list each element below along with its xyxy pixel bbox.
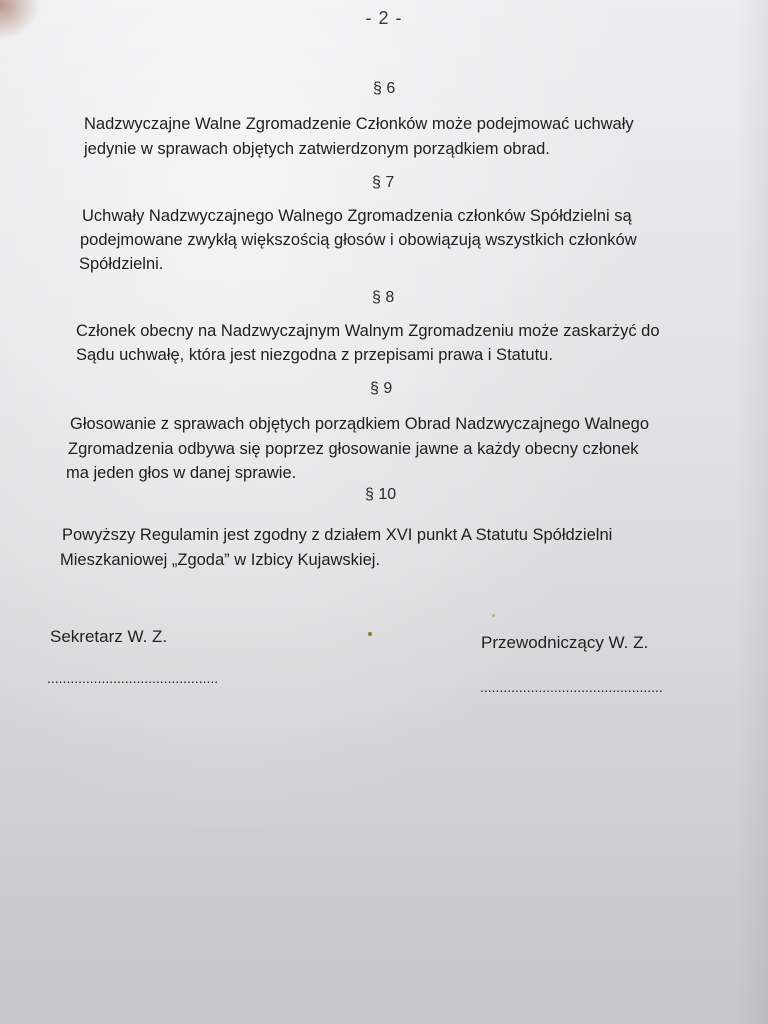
section-heading-7: § 7	[372, 174, 395, 191]
section-9-line-2: Zgromadzenia odbywa się poprzez głosowanie jawne a każdy obecny członek	[68, 440, 639, 458]
chairman-signature-label: Przewodniczący W. Z.	[481, 633, 649, 652]
chairman-signature-line: ...............................................	[480, 679, 663, 695]
section-6-line-1: Nadzwyczajne Walne Zgromadzenie Członków może podejmować uchwały	[84, 115, 634, 133]
page-edge-shadow	[738, 0, 768, 1024]
secretary-signature-line: ............................................	[47, 670, 219, 686]
section-heading-9: § 9	[370, 380, 393, 397]
section-9-line-3: ma jeden głos w danej sprawie.	[66, 464, 297, 482]
section-7-line-2: podejmowane zwykłą większością głosów i obowiązują wszystkich członków	[80, 231, 637, 249]
section-7-line-1: Uchwały Nadzwyczajnego Walnego Zgromadzenia członków Spółdzielni są	[82, 207, 632, 225]
paper-speck	[492, 614, 495, 617]
secretary-signature-label: Sekretarz W. Z.	[50, 627, 168, 646]
paper-speck	[368, 632, 372, 636]
section-8-line-1: Członek obecny na Nadzwyczajnym Walnym Zgromadzeniu może zaskarżyć do	[76, 322, 660, 340]
section-6-line-2: jedynie w sprawach objętych zatwierdzonym porządkiem obrad.	[84, 140, 550, 158]
section-9-line-1: Głosowanie z sprawach objętych porządkiem Obrad Nadzwyczajnego Walnego	[70, 415, 650, 433]
section-heading-8: § 8	[372, 289, 395, 306]
section-10-line-2: Mieszkaniowej „Zgoda” w Izbicy Kujawskiej.	[60, 551, 381, 569]
page-number: - 2 -	[365, 8, 403, 28]
section-heading-6: § 6	[373, 80, 396, 97]
section-heading-10: § 10	[365, 486, 397, 503]
section-10-line-1: Powyższy Regulamin jest zgodny z działem XVI punkt A Statutu Spółdzielni	[62, 526, 613, 544]
section-8-line-2: Sądu uchwałę, która jest niezgodna z przepisami prawa i Statutu.	[76, 346, 553, 364]
section-7-line-3: Spółdzielni.	[79, 255, 164, 273]
